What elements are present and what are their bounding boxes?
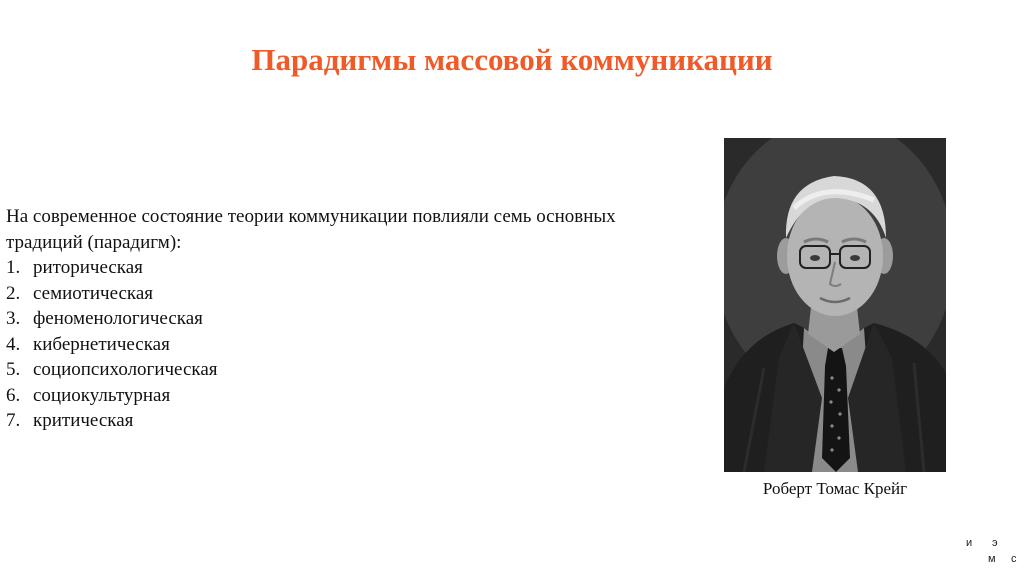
list-item-number: 5. (6, 359, 21, 380)
list-item-text: семиотическая (33, 282, 154, 304)
list-item-number: 4. (6, 333, 21, 355)
list-item-number: 2. (6, 282, 21, 304)
list-item-number: 3. (6, 308, 21, 329)
list-item-text: риторическая (33, 257, 143, 278)
list-item-number: 1. (6, 257, 21, 278)
paradigm-list (6, 255, 616, 434)
logo-letter: с (1011, 553, 1017, 565)
logo-letter: э (992, 537, 998, 549)
list-item-text: социокультурная (33, 384, 171, 406)
imes-logo (964, 537, 1020, 571)
portrait-caption: Роберт Томас Крейг (762, 479, 908, 498)
portrait-illustration (724, 138, 946, 472)
list-item (6, 383, 616, 409)
list-item (6, 357, 616, 383)
list-item-text: феноменологическая (33, 308, 203, 329)
list-item-text: социопсихологическая (33, 359, 218, 380)
list-item (6, 332, 616, 358)
list-item (6, 306, 616, 332)
list-item (6, 408, 616, 434)
list-item-number: 6. (6, 384, 21, 406)
list-item-text: критическая (33, 410, 134, 431)
slide-title: Парадигмы массовой коммуникации (251, 42, 773, 77)
logo-letter: м (988, 553, 996, 565)
list-item (6, 255, 616, 281)
list-item (6, 281, 616, 307)
portrait-photo (724, 138, 946, 472)
intro-text: На современное состояние теории коммуникации повлияли семь основных традиций (парадигм): (6, 206, 616, 253)
list-item-number: 7. (6, 410, 21, 431)
logo-letter: и (966, 537, 973, 549)
list-item-text: кибернетическая (33, 333, 170, 355)
content-block (6, 204, 616, 434)
